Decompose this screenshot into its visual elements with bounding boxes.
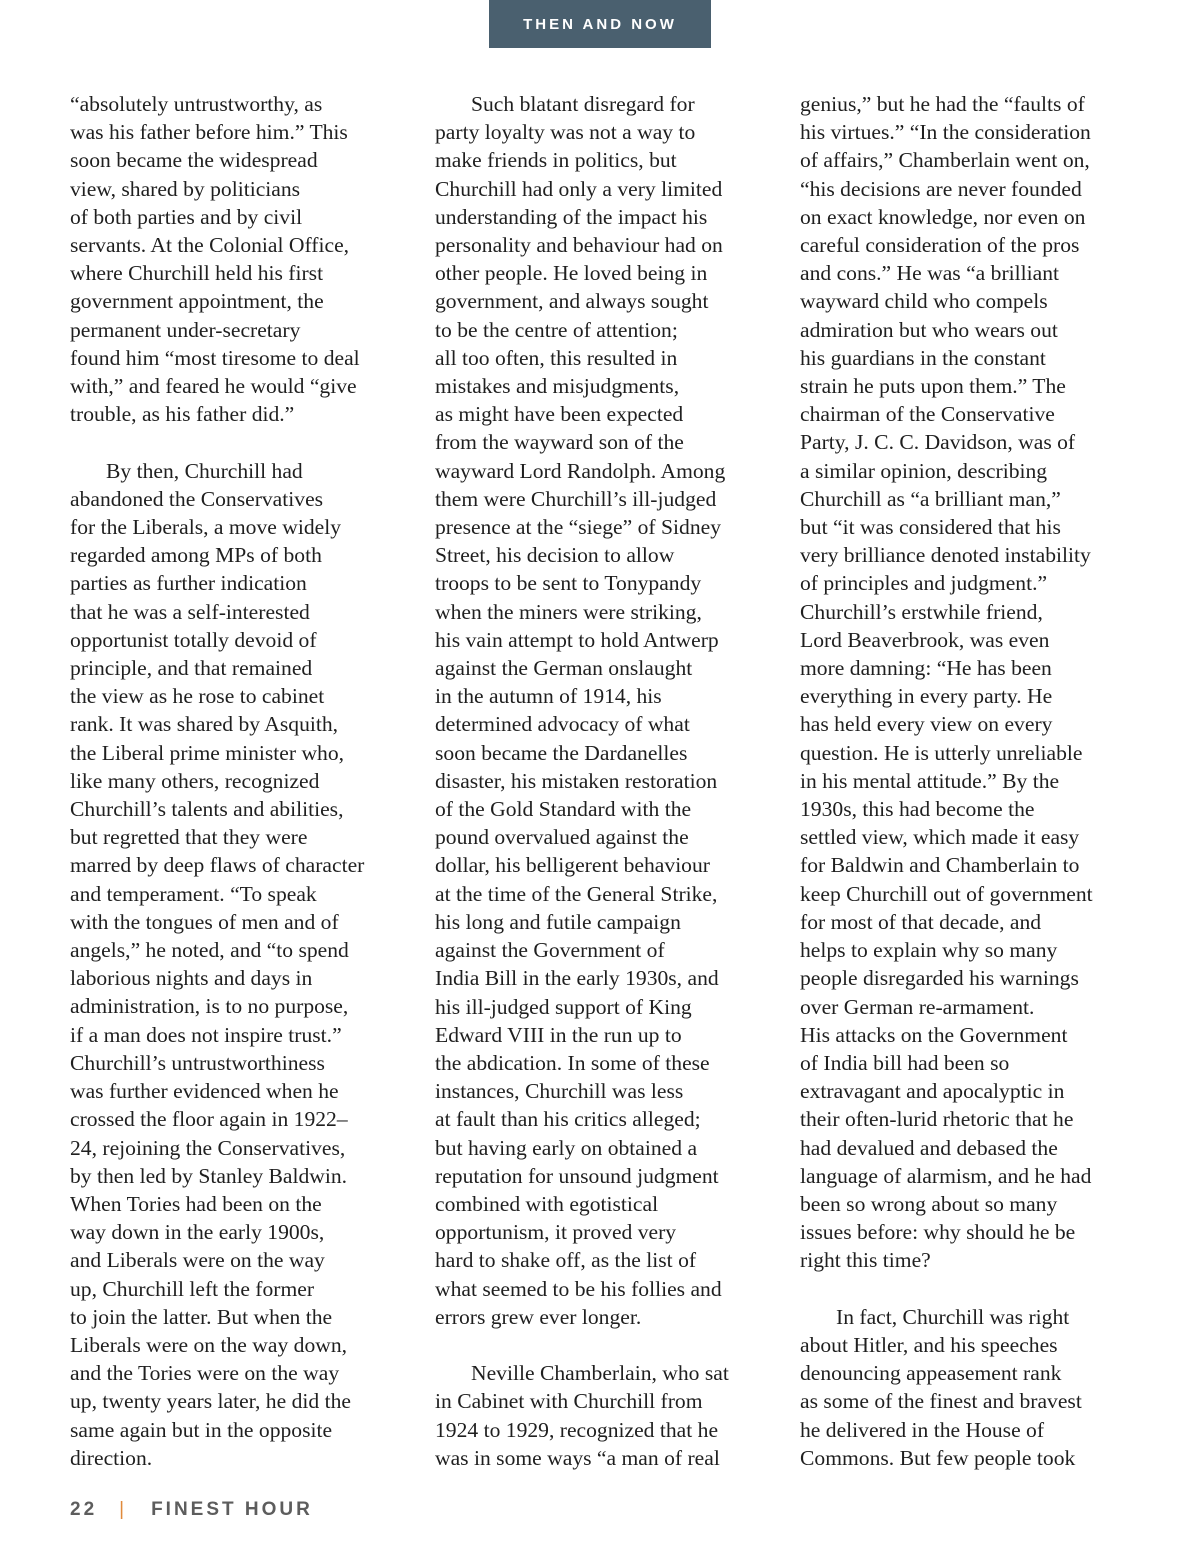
section-label: THEN AND NOW [523,15,677,33]
text-line: troops to be sent to Tonypandy [435,571,702,596]
text-line: pound overvalued against the [435,825,689,850]
text-line: party loyalty was not a way to [435,120,696,145]
text-line: in the autumn of 1914, his [435,684,662,709]
text-line: wayward Lord Randolph. Among [435,458,726,483]
text-line: soon became the Dardanelles [435,740,688,765]
text-line: for most of that decade, and [800,909,1042,934]
text-line: Churchill’s talents and abilities, [70,797,344,822]
text-line: rank. It was shared by Asquith, [70,712,339,737]
text-line: and the Tories were on the way [70,1361,340,1386]
text-line: up, Churchill left the former [70,1276,315,1301]
text-line-content: Neville Chamberlain, who sat [471,1361,729,1386]
text-line-content: In fact, Churchill was right [836,1304,1070,1329]
text-line: genius,” but he had the “faults of [800,92,1085,116]
text-line: Edward VIII in the run up to [435,1022,682,1047]
text-line: for Baldwin and Chamberlain to [800,853,1080,878]
text-line [70,457,422,485]
text-line: determined advocacy of what [435,712,690,737]
text-line: over German re-armament. [800,994,1035,1019]
text-line: and temperament. “To speak [70,881,317,906]
text-line: as some of the finest and bravest [800,1389,1082,1414]
text-line: of both parties and by civil [70,204,303,229]
text-line: more damning: “He has been [800,656,1052,681]
text-line: with the tongues of men and of [70,909,339,934]
text-line: against the German onslaught [435,656,693,681]
article-paragraph [435,1359,787,1472]
text-line: way down in the early 1900s, [70,1220,325,1245]
text-line: found him “most tiresome to deal [70,345,360,370]
text-line: soon became the widespread [70,148,318,173]
text-line: was his father before him.” This [70,120,348,145]
text-line: their often-lurid rhetoric that he [800,1107,1074,1132]
text-line: chairman of the Conservative [800,402,1055,427]
text-line: in his mental attitude.” By the [800,768,1060,793]
article-paragraph [800,90,1152,1275]
text-line: dollar, his belligerent behaviour [435,853,710,878]
text-line: on exact knowledge, nor even on [800,204,1086,229]
text-line: extravagant and apocalyptic in [800,1079,1065,1104]
text-line: his guardians in the constant [800,345,1046,370]
text-line: of affairs,” Chamberlain went on, [800,148,1090,173]
text-line: 1924 to 1929, recognized that he [435,1417,719,1442]
page-footer [70,1499,313,1521]
text-line-content: Such blatant disregard for [471,92,695,116]
text-line: question. He is utterly unreliable [800,740,1083,765]
text-line: to join the latter. But when the [70,1304,333,1329]
text-line: personality and behaviour had on [435,233,723,258]
text-line: at fault than his critics alleged; [435,1107,701,1132]
text-line: When Tories had been on the [70,1191,322,1216]
text-line: has held every view on every [800,712,1053,737]
text-line: abandoned the Conservatives [70,486,324,511]
text-line: disaster, his mistaken restoration [435,768,718,793]
text-line: crossed the floor again in 1922– [70,1107,348,1132]
text-line: hard to shake off, as the list of [435,1248,697,1273]
text-line: Commons. But few people took [800,1445,1076,1470]
text-line: if a man does not inspire trust.” [70,1022,342,1047]
text-line: by then led by Stanley Baldwin. [70,1163,348,1188]
text-line: his virtues.” “In the consideration [800,120,1091,145]
text-line: what seemed to be his follies and [435,1276,722,1301]
text-line: India Bill in the early 1930s, and [435,966,719,991]
text-line: other people. He loved being in [435,261,708,286]
article-paragraph [70,90,422,428]
text-line: his ill-judged support of King [435,994,692,1019]
text-line: been so wrong about so many [800,1191,1058,1216]
text-line [435,1359,787,1387]
text-line: reputation for unsound judgment [435,1163,719,1188]
text-line: make friends in politics, but [435,148,677,173]
text-line: Churchill as “a brilliant man,” [800,486,1061,511]
text-line-content: By then, Churchill had [106,458,303,483]
text-line: right this time? [800,1248,931,1273]
text-line: all too often, this resulted in [435,345,678,370]
text-line: parties as further indication [70,571,307,596]
article-column-2 [435,90,787,1472]
text-line: with,” and feared he would “give [70,374,357,399]
text-line: permanent under-secretary [70,317,301,342]
text-line: was further evidenced when he [70,1079,339,1104]
text-line: government, and always sought [435,289,709,314]
text-line: when the miners were striking, [435,599,702,624]
text-line: language of alarmism, and he had [800,1163,1092,1188]
article-paragraph [800,1303,1152,1472]
text-line: up, twenty years later, he did the [70,1389,351,1414]
text-line: to be the centre of attention; [435,317,678,342]
text-line: as might have been expected [435,402,684,427]
text-line: careful consideration of the pros [800,233,1080,258]
text-line: denouncing appeasement rank [800,1361,1062,1386]
text-line [435,90,787,118]
page-number: 22 [70,1499,98,1520]
text-line: had devalued and debased the [800,1135,1058,1160]
text-line: Street, his decision to allow [435,543,675,568]
text-line: understanding of the impact his [435,204,708,229]
text-line: admiration but who wears out [800,317,1058,342]
text-line: Churchill’s untrustworthiness [70,1050,325,1075]
text-line: and cons.” He was “a brilliant [800,261,1060,286]
text-line: but having early on obtained a [435,1135,698,1160]
text-line: his long and futile campaign [435,909,681,934]
article-paragraph [70,457,422,1472]
text-line: about Hitler, and his speeches [800,1332,1058,1357]
text-line: Lord Beaverbrook, was even [800,627,1050,652]
text-line: keep Churchill out of government [800,881,1093,906]
section-banner [489,0,711,48]
text-line: was in some ways “a man of real [435,1445,720,1470]
text-line: laborious nights and days in [70,966,313,991]
text-line: like many others, recognized [70,768,320,793]
text-line: regarded among MPs of both [70,543,322,568]
text-line: but regretted that they were [70,825,308,850]
text-line: very brilliance denoted instability [800,543,1091,568]
text-line: of India bill had been so [800,1050,1010,1075]
text-line: 24, rejoining the Conservatives, [70,1135,346,1160]
text-line: against the Government of [435,938,665,963]
article-paragraph [435,90,787,1331]
text-line: helps to explain why so many [800,938,1058,963]
footer-separator: | [119,1499,128,1520]
text-line: presence at the “siege” of Sidney [435,515,721,540]
text-line: people disregarded his warnings [800,966,1079,991]
text-line: that he was a self-interested [70,599,310,624]
article-column-1 [70,90,422,1472]
text-line: “absolutely untrustworthy, as [70,92,323,116]
text-line: instances, Churchill was less [435,1079,684,1104]
text-line: Liberals were on the way down, [70,1332,348,1357]
text-line: everything in every party. He [800,684,1053,709]
text-line: the Liberal prime minister who, [70,740,345,765]
text-line: Party, J. C. C. Davidson, was of [800,430,1076,455]
text-line: the abdication. In some of these [435,1050,710,1075]
text-line: view, shared by politicians [70,176,301,201]
text-line: principle, and that remained [70,656,313,681]
text-line: mistakes and misjudgments, [435,374,680,399]
text-line: but “it was considered that his [800,515,1061,540]
text-line: opportunist totally devoid of [70,627,317,652]
text-line: at the time of the General Strike, [435,881,718,906]
text-line [800,1303,1152,1331]
text-line: the view as he rose to cabinet [70,684,325,709]
text-line: His attacks on the Government [800,1022,1068,1047]
text-line: settled view, which made it easy [800,825,1080,850]
text-line: of the Gold Standard with the [435,797,692,822]
text-line: opportunism, it proved very [435,1220,677,1245]
text-line: same again but in the opposite [70,1417,333,1442]
text-line: a similar opinion, describing [800,458,1048,483]
text-line: Churchill had only a very limited [435,176,723,201]
text-line: and Liberals were on the way [70,1248,325,1273]
text-line: “his decisions are never founded [800,176,1082,201]
text-line: where Churchill held his first [70,261,324,286]
text-line: Churchill’s erstwhile friend, [800,599,1043,624]
text-line: he delivered in the House of [800,1417,1045,1442]
text-line: strain he puts upon them.” The [800,374,1066,399]
text-line: 1930s, this had become the [800,797,1035,822]
text-line: servants. At the Colonial Office, [70,233,350,258]
article-column-3 [800,90,1152,1472]
text-line: government appointment, the [70,289,324,314]
text-line: direction. [70,1445,153,1470]
text-line: marred by deep flaws of character [70,853,365,878]
text-line: wayward child who compels [800,289,1048,314]
text-line: issues before: why should he be [800,1220,1076,1245]
text-line: from the wayward son of the [435,430,684,455]
text-line: combined with egotistical [435,1191,659,1216]
text-line: them were Churchill’s ill-judged [435,486,717,511]
text-line: angels,” he noted, and “to spend [70,938,349,963]
text-line: of principles and judgment.” [800,571,1048,596]
text-line: trouble, as his father did.” [70,402,295,427]
text-line: his vain attempt to hold Antwerp [435,627,719,652]
text-line: in Cabinet with Churchill from [435,1389,703,1414]
text-line: administration, is to no purpose, [70,994,349,1019]
publication-name: FINEST HOUR [151,1499,313,1520]
text-line: for the Liberals, a move widely [70,515,342,540]
text-line: errors grew ever longer. [435,1304,642,1329]
